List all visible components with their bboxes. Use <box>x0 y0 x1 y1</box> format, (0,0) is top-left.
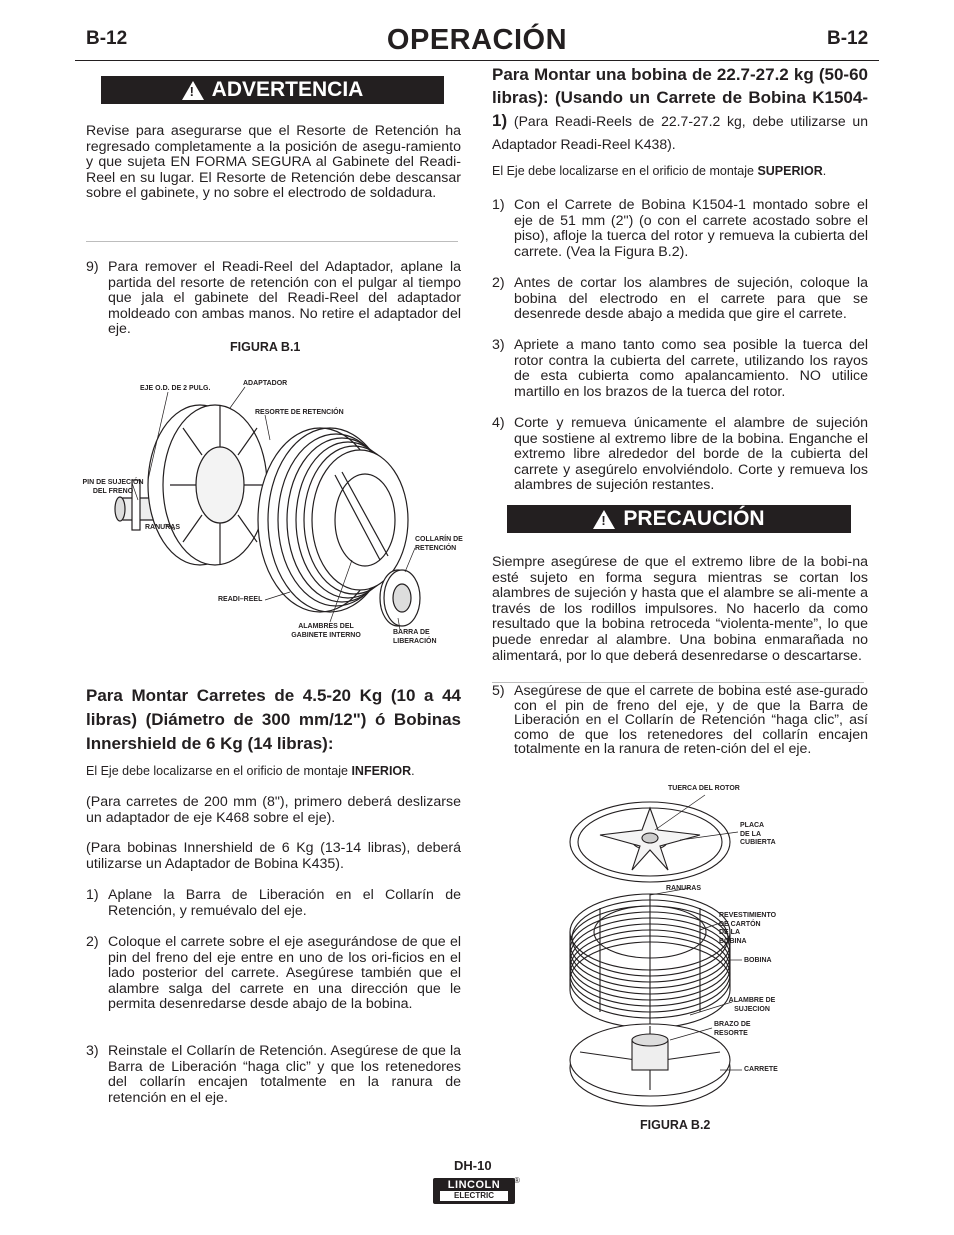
callout-ranuras: RANURAS <box>145 524 180 531</box>
callout-collarin-line1: COLLARÍN DE <box>415 536 463 543</box>
callout-alambre-line2: SUJECION <box>734 1005 770 1013</box>
callout-brazo <box>714 1021 751 1038</box>
figure-b1-drawing <box>80 360 465 660</box>
step-text: Apriete a mano tanto como sea posible la tuerca del rotor contra la cubierta del carrete, utilizando los rayos de esta cubierta como apalancamiento. NO utilice martillo en los brazos de la tuerca del rotor. <box>514 337 868 400</box>
callout-placa-line2: DE LA <box>740 830 761 838</box>
section-heading-large-reels <box>492 64 868 156</box>
callout-resorte: RESORTE DE RETENCIÓN <box>255 409 344 416</box>
callout-brazo-line2: RESORTE <box>714 1029 748 1037</box>
callout-alambre-sujecion <box>724 997 780 1014</box>
eje-note-bold: INFERIOR <box>351 764 412 778</box>
callout-barra-line2: LIBERACIÓN <box>393 637 437 645</box>
caution-text: Siempre asegúrese de que el extremo libre de la bobi-na esté sujeto en forma segura mientras se cortan los alambres de sujeción y hasta que el alambre se ali-mente a través de los rodillos impulsores. No hacerlo da como resultado que la bobina retroceda “violenta-mente”, lo que puede enredar al alambre. Una bobina enmarañada no alimentará, por lo que deberá desenredarse o descartarse. <box>492 554 868 664</box>
eje-note-suffix: . <box>411 764 415 778</box>
step-number: 9) <box>86 259 99 275</box>
step-text: Reinstale el Collarín de Retención. Asegúrese de que la Barra de Liberación “haga clic” y que los retenedores del collarín encajen totalmente en la ranura de retención en el eje. <box>108 1043 461 1106</box>
caution-banner-label: PRECAUCIÓN <box>623 507 765 530</box>
step-text: Asegúrese de que el carrete de bobina esté ase-gurado con el pin de freno del eje, y de que la Barra de Liberación en el Collarín de Retención “haga clic”, así como de que los retenedores del collarín encajen totalmente en la ranura de reten-ción del el eje. <box>514 683 868 758</box>
step-number: 4) <box>492 415 505 431</box>
heading-normal: (Para Readi-Reels de 22.7-27.2 kg, debe utilizarse un Adaptador Readi-Reel K438). <box>492 113 868 152</box>
right-step-4 <box>492 416 868 494</box>
eje-note-bold: SUPERIOR <box>757 164 823 178</box>
step-number: 3) <box>492 337 505 353</box>
figure-b2-caption: FIGURA B.2 <box>640 1118 711 1132</box>
para-8in: (Para carretes de 200 mm (8"), primero deberá deslizarse un adaptador de eje K468 sobre el eje). <box>86 794 461 826</box>
eje-note-suffix: . <box>822 164 827 178</box>
callout-carrete: CARRETE <box>744 1066 778 1073</box>
step-number: 2) <box>86 934 99 950</box>
callout-placa-line1: PLACA <box>740 822 765 829</box>
callout-revest-line4: BOBINA <box>719 937 747 945</box>
page-number-right: B-12 <box>827 28 869 49</box>
footer-code: DH-10 <box>454 1158 492 1173</box>
caution-banner <box>507 505 851 533</box>
callout-tuerca: TUERCA DEL ROTOR <box>668 785 740 792</box>
callout-placa-line3: CUBIERTA <box>740 839 776 846</box>
step-number: 2) <box>492 275 505 291</box>
step-9 <box>86 260 461 338</box>
step-text: Para remover el Readi-Reel del Adaptador, aplane la partida del resorte de retención con el pulgar al tiempo que jala el gabinete del Readi-Reel del adaptador moldeado con ambas manos. No retire el adaptador del eje. <box>108 259 461 338</box>
callout-revestimiento <box>719 912 776 946</box>
callout-collarin <box>415 536 463 553</box>
callout-collarin-line2: RETENCIÓN <box>415 544 457 552</box>
step-text: Coloque el carrete sobre el eje asegurándose de que el pin del freno del eje entre en uno de los ori-ficios en el lado posterior del carrete. Asegúrese también que el alambre salga del carrete en una dirección que le permita desenredarse desde abajo de la bobina. <box>108 934 461 1013</box>
figure-b1-caption: FIGURA B.1 <box>230 340 301 354</box>
callout-alambres <box>290 623 362 640</box>
callout-placa <box>740 822 776 848</box>
right-step-3 <box>492 338 868 400</box>
left-step-2 <box>86 935 461 1013</box>
step-text: Con el Carrete de Bobina K1504-1 montado sobre el eje de 51 mm (2") (o con el carrete acostado sobre el piso), afloje la tuerca del rotor y remueva la cubierta del carrete. (Vea la Figura B.2). <box>514 197 868 260</box>
warning-icon: ! <box>182 81 204 100</box>
callout-revest-line3: DE LA <box>719 929 740 936</box>
callout-brazo-line1: BRAZO DE <box>714 1021 751 1028</box>
callout-alambres-line1: ALAMBRES DEL <box>298 623 354 630</box>
callout-eje: EJE O.D. DE 2 PULG. <box>140 385 211 392</box>
step-number: 3) <box>86 1043 99 1059</box>
heading-bold: Para Montar una bobina de 22.7-27.2 kg (50-60 libras): (Usando un Carrete de Bobina K1504-1) <box>492 65 868 130</box>
para-innershield: (Para bobinas Innershield de 6 Kg (13-14 libras), deberá utilizarse un Adaptador de Bobina K435). <box>86 840 461 872</box>
left-step-1 <box>86 888 461 919</box>
eje-note-prefix: El Eje debe localizarse en el orificio de montaje <box>86 764 352 778</box>
step-text: Corte y remueva únicamente el alambre de sujeción que sostiene al extremo libre de la bobina. Enganche el extremo libre alrededor del borde de la cubierta del carrete y asegúrelo envolviéndolo. Corte y remueva los alambres de sujeción restantes. <box>514 415 868 494</box>
page-number-left: B-12 <box>86 28 128 49</box>
callout-bobina: BOBINA <box>744 957 772 964</box>
logo-registered-mark: ® <box>514 1176 520 1185</box>
callout-pin-line1: PIN DE SUJECIÓN <box>82 479 144 486</box>
left-step-3 <box>86 1044 461 1106</box>
eje-note-superior <box>492 164 826 178</box>
logo-bottom: ELECTRIC <box>440 1191 508 1201</box>
eje-note-inferior <box>86 764 415 778</box>
callout-revest-line2: DE CARTÓN <box>719 920 761 928</box>
callout-ranuras-b2: RANURAS <box>666 885 701 892</box>
warning-banner <box>101 76 444 104</box>
right-step-5 <box>492 684 868 757</box>
callout-pin-sujecion <box>80 479 146 496</box>
step-number: 1) <box>86 887 99 903</box>
warning-banner-label: ADVERTENCIA <box>211 78 364 101</box>
lincoln-electric-logo <box>433 1178 515 1204</box>
right-step-1 <box>492 198 868 260</box>
callout-alambre-line1: ALAMBRE DE <box>728 997 776 1004</box>
page-title: OPERACIÓN <box>386 24 568 56</box>
eje-note-prefix: El Eje debe localizarse en el orificio de montaje <box>492 164 758 178</box>
step-number: 5) <box>492 683 505 699</box>
callout-pin-line2: DEL FRENO <box>92 487 134 495</box>
step-text: Antes de cortar los alambres de sujeción, coloque la bobina del electrodo en el carrete para que se desenrede desde abajo a medida que gire el carrete. <box>514 275 868 323</box>
callout-readi-reel: READI–REEL <box>218 596 263 603</box>
callout-adaptador: ADAPTADOR <box>243 380 288 387</box>
callout-barra-line1: BARRA DE <box>393 629 430 636</box>
section-heading-small-reels: Para Montar Carretes de 4.5-20 Kg (10 a 44 libras) (Diámetro de 300 mm/12") ó Bobinas Innershield de 6 Kg (14 libras): <box>86 686 461 753</box>
callout-revest-line1: REVESTIMIENTO <box>719 912 777 919</box>
step-text: Aplane la Barra de Liberación en el Collarín de Retención, y remuévalo del eje. <box>108 887 461 919</box>
step-number: 1) <box>492 197 505 213</box>
warning-text: Revise para asegurarse que el Resorte de Retención ha regresado completamente a la posición de asegu-ramiento y que sujeta EN FORMA SEGURA al Gabinete del Readi-Reel en su lugar. El Resorte de Retención debe descansar sobre el gabinete, y no sobre el electrodo de soldadura. <box>86 123 461 202</box>
divider <box>86 241 458 242</box>
callout-alambres-line2: GABINETE INTERNO <box>291 631 361 639</box>
header-rule <box>75 60 879 61</box>
warning-icon: ! <box>593 510 615 529</box>
logo-top: LINCOLN <box>447 1179 501 1191</box>
right-step-2 <box>492 276 868 323</box>
callout-barra <box>393 629 437 646</box>
figure-b2-drawing <box>560 790 750 1110</box>
